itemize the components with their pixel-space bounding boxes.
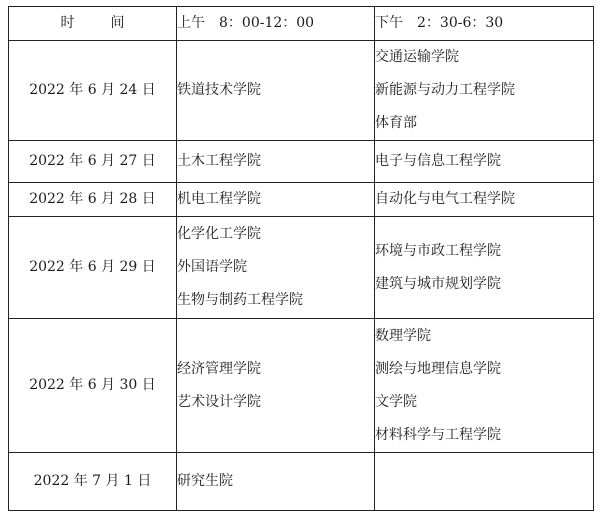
afternoon-cell — [375, 183, 594, 217]
date-cell: 2022 年 6 月 24 日 — [9, 41, 177, 141]
morning-cell — [177, 183, 375, 217]
table-row — [9, 453, 594, 511]
table-row — [9, 141, 594, 183]
list-item: 外国语学院 — [177, 259, 247, 275]
list-item: 建筑与城市规划学院 — [375, 275, 501, 292]
morning-cell — [177, 319, 375, 453]
header-time — [9, 7, 177, 41]
morning-cell — [177, 217, 375, 319]
morning-cell — [177, 41, 375, 141]
table-row — [9, 183, 594, 217]
afternoon-cell — [375, 453, 594, 511]
header-time-a: 时 — [60, 15, 75, 31]
afternoon-cell — [375, 319, 594, 453]
list-item: 材料科学与工程学院 — [375, 426, 501, 443]
list-item: 数理学院 — [375, 327, 431, 344]
header-time-b: 间 — [110, 15, 125, 31]
list-item: 铁道技术学院 — [177, 82, 261, 98]
header-morning: 上午 8：00-12：00 — [177, 7, 375, 41]
list-item: 化学化工学院 — [177, 226, 261, 242]
list-item: 体育部 — [375, 115, 417, 131]
morning-cell — [177, 141, 375, 183]
afternoon-cell — [375, 41, 594, 141]
list-item: 机电工程学院 — [177, 191, 261, 207]
date-cell: 2022 年 6 月 30 日 — [9, 319, 177, 453]
list-item: 环境与市政工程学院 — [375, 242, 501, 259]
header-row — [9, 7, 594, 41]
list-item: 研究生院 — [177, 473, 233, 489]
schedule-table — [8, 6, 594, 511]
list-item: 生物与制药工程学院 — [177, 292, 303, 308]
list-item: 经济管理学院 — [177, 360, 261, 377]
list-item: 新能源与动力工程学院 — [375, 82, 515, 98]
afternoon-cell — [375, 217, 594, 319]
date-cell: 2022 年 6 月 28 日 — [9, 183, 177, 217]
table-row — [9, 41, 594, 141]
list-item: 交通运输学院 — [375, 49, 459, 65]
date-cell: 2022 年 6 月 27 日 — [9, 141, 177, 183]
header-afternoon: 下午 2：30-6：30 — [375, 7, 594, 41]
list-item: 文学院 — [375, 393, 417, 410]
date-cell: 2022 年 6 月 29 日 — [9, 217, 177, 319]
table-row — [9, 217, 594, 319]
morning-cell — [177, 453, 375, 511]
date-cell: 2022 年 7 月 1 日 — [9, 453, 177, 511]
list-item: 自动化与电气工程学院 — [375, 191, 515, 207]
table-row — [9, 319, 594, 453]
list-item: 电子与信息工程学院 — [375, 153, 501, 169]
list-item: 土木工程学院 — [177, 153, 261, 169]
afternoon-cell — [375, 141, 594, 183]
list-item: 艺术设计学院 — [177, 393, 261, 410]
list-item: 测绘与地理信息学院 — [375, 360, 501, 377]
